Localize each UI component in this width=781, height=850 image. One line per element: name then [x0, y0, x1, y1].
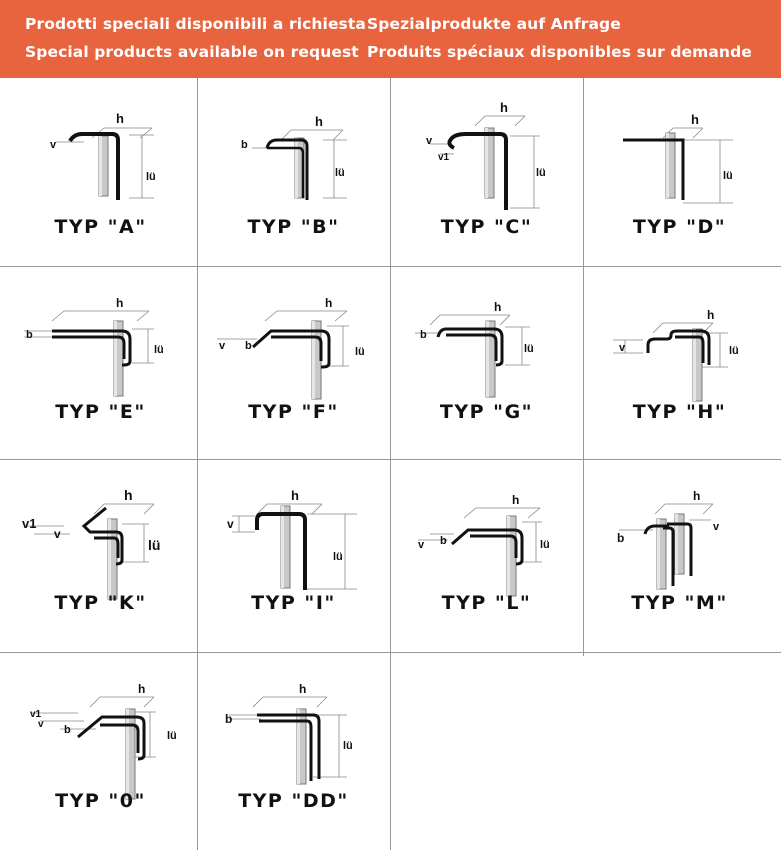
dimension-label-h: h: [500, 100, 508, 115]
header-banner: [0, 0, 781, 78]
dimension-label-h: h: [512, 493, 520, 507]
profile-drawing: [4, 657, 197, 850]
profile-drawing: [4, 271, 197, 464]
product-type-cell: [197, 78, 390, 271]
type-label: TYP "A": [54, 216, 147, 238]
product-type-cell: [390, 464, 583, 657]
type-label: TYP "DD": [238, 790, 349, 812]
dimension-label-lu: lü: [343, 740, 353, 752]
dimension-label-lu: lü: [524, 343, 534, 355]
dimension-label-lu: lü: [167, 730, 177, 742]
dimension-label-lu: lü: [154, 344, 164, 356]
dimension-label-lu: lü: [540, 539, 550, 551]
profile-drawing: [390, 271, 583, 464]
dimension-label-v: v: [418, 539, 425, 551]
type-label: TYP "L": [441, 592, 532, 614]
dimension-label-v: v: [50, 139, 57, 151]
profile-drawing: [197, 78, 390, 271]
dimension-label-h: h: [325, 296, 333, 310]
dimension-label-b: b: [26, 329, 33, 341]
type-label: TYP "I": [251, 592, 336, 614]
dimension-label-b: b: [440, 535, 447, 547]
profile-drawing: [197, 657, 390, 850]
dimension-label-v: v: [54, 527, 61, 541]
dimension-label-lu: lü: [536, 167, 546, 179]
dimension-label-v: v: [227, 517, 234, 531]
dimension-label-v: v: [619, 342, 626, 354]
type-label: TYP "0": [55, 790, 146, 812]
product-type-cell: [197, 464, 390, 657]
profile-drawing: [583, 464, 776, 657]
dimension-label-v1: v1: [30, 709, 42, 720]
dimension-label-v: v: [219, 340, 226, 352]
type-label: TYP "F": [248, 401, 339, 423]
dimension-label-v: v: [38, 719, 44, 730]
type-label: TYP "E": [55, 401, 146, 423]
product-type-cell: [4, 271, 197, 464]
dimension-label-h: h: [138, 682, 146, 696]
header-french: Produits spéciaux disponibles sur demande: [367, 43, 752, 61]
product-type-grid: [0, 78, 781, 850]
dimension-label-h: h: [124, 487, 133, 503]
product-type-cell: [583, 271, 776, 464]
dimension-label-h: h: [693, 489, 701, 503]
product-type-cell: [583, 464, 776, 657]
profile-drawing: [583, 271, 776, 464]
profile-drawing: [390, 464, 583, 657]
dimension-label-b: b: [245, 340, 252, 352]
dimension-label-h: h: [315, 114, 323, 129]
dimension-label-v1: v1: [22, 516, 37, 531]
dimension-label-h: h: [116, 111, 124, 126]
header-german: Spezialprodukte auf Anfrage: [367, 15, 621, 33]
header-english: Special products available on request: [25, 43, 359, 61]
profile-drawing: [583, 78, 776, 271]
product-type-cell: [583, 78, 776, 271]
dimension-label-b: b: [241, 139, 248, 151]
dimension-label-v1: v1: [438, 152, 450, 163]
dimension-label-h: h: [116, 296, 124, 310]
dimension-label-b: b: [617, 531, 625, 545]
type-label: TYP "M": [631, 592, 728, 614]
type-label: TYP "K": [54, 592, 147, 614]
header-italian: Prodotti speciali disponibili a richiesta: [25, 15, 366, 33]
product-type-cell: [4, 464, 197, 657]
product-type-cell: [4, 657, 197, 850]
profile-drawing: [197, 464, 390, 657]
product-type-cell: [197, 657, 390, 850]
dimension-label-h: h: [494, 300, 502, 314]
profile-drawing: [4, 78, 197, 271]
product-type-cell: [390, 78, 583, 271]
dimension-label-lu: lü: [729, 345, 739, 357]
dimension-label-v: v: [426, 135, 433, 147]
dimension-label-lu: lü: [146, 171, 156, 183]
dimension-label-h: h: [299, 682, 307, 696]
dimension-label-lu: lü: [355, 346, 365, 358]
product-type-cell: [390, 271, 583, 464]
profile-drawing: [4, 464, 197, 657]
profile-drawing: [390, 78, 583, 271]
type-label: TYP "H": [632, 401, 727, 423]
dimension-label-lu: lü: [148, 537, 161, 553]
type-label: TYP "G": [439, 401, 534, 423]
type-label: TYP "D": [632, 216, 727, 238]
product-type-cell: [4, 78, 197, 271]
dimension-label-h: h: [691, 112, 699, 127]
dimension-label-b: b: [225, 712, 233, 726]
dimension-label-b: b: [420, 329, 427, 341]
dimension-label-h: h: [291, 488, 299, 503]
profile-drawing: [197, 271, 390, 464]
dimension-label-lu: lü: [335, 167, 345, 179]
dimension-label-v: v: [713, 521, 720, 533]
dimension-label-lu: lü: [723, 170, 733, 182]
type-label: TYP "B": [247, 216, 340, 238]
dimension-label-b: b: [64, 724, 71, 736]
dimension-label-h: h: [707, 308, 715, 322]
product-type-cell: [197, 271, 390, 464]
dimension-label-lu: lü: [333, 551, 343, 563]
type-label: TYP "C": [440, 216, 533, 238]
